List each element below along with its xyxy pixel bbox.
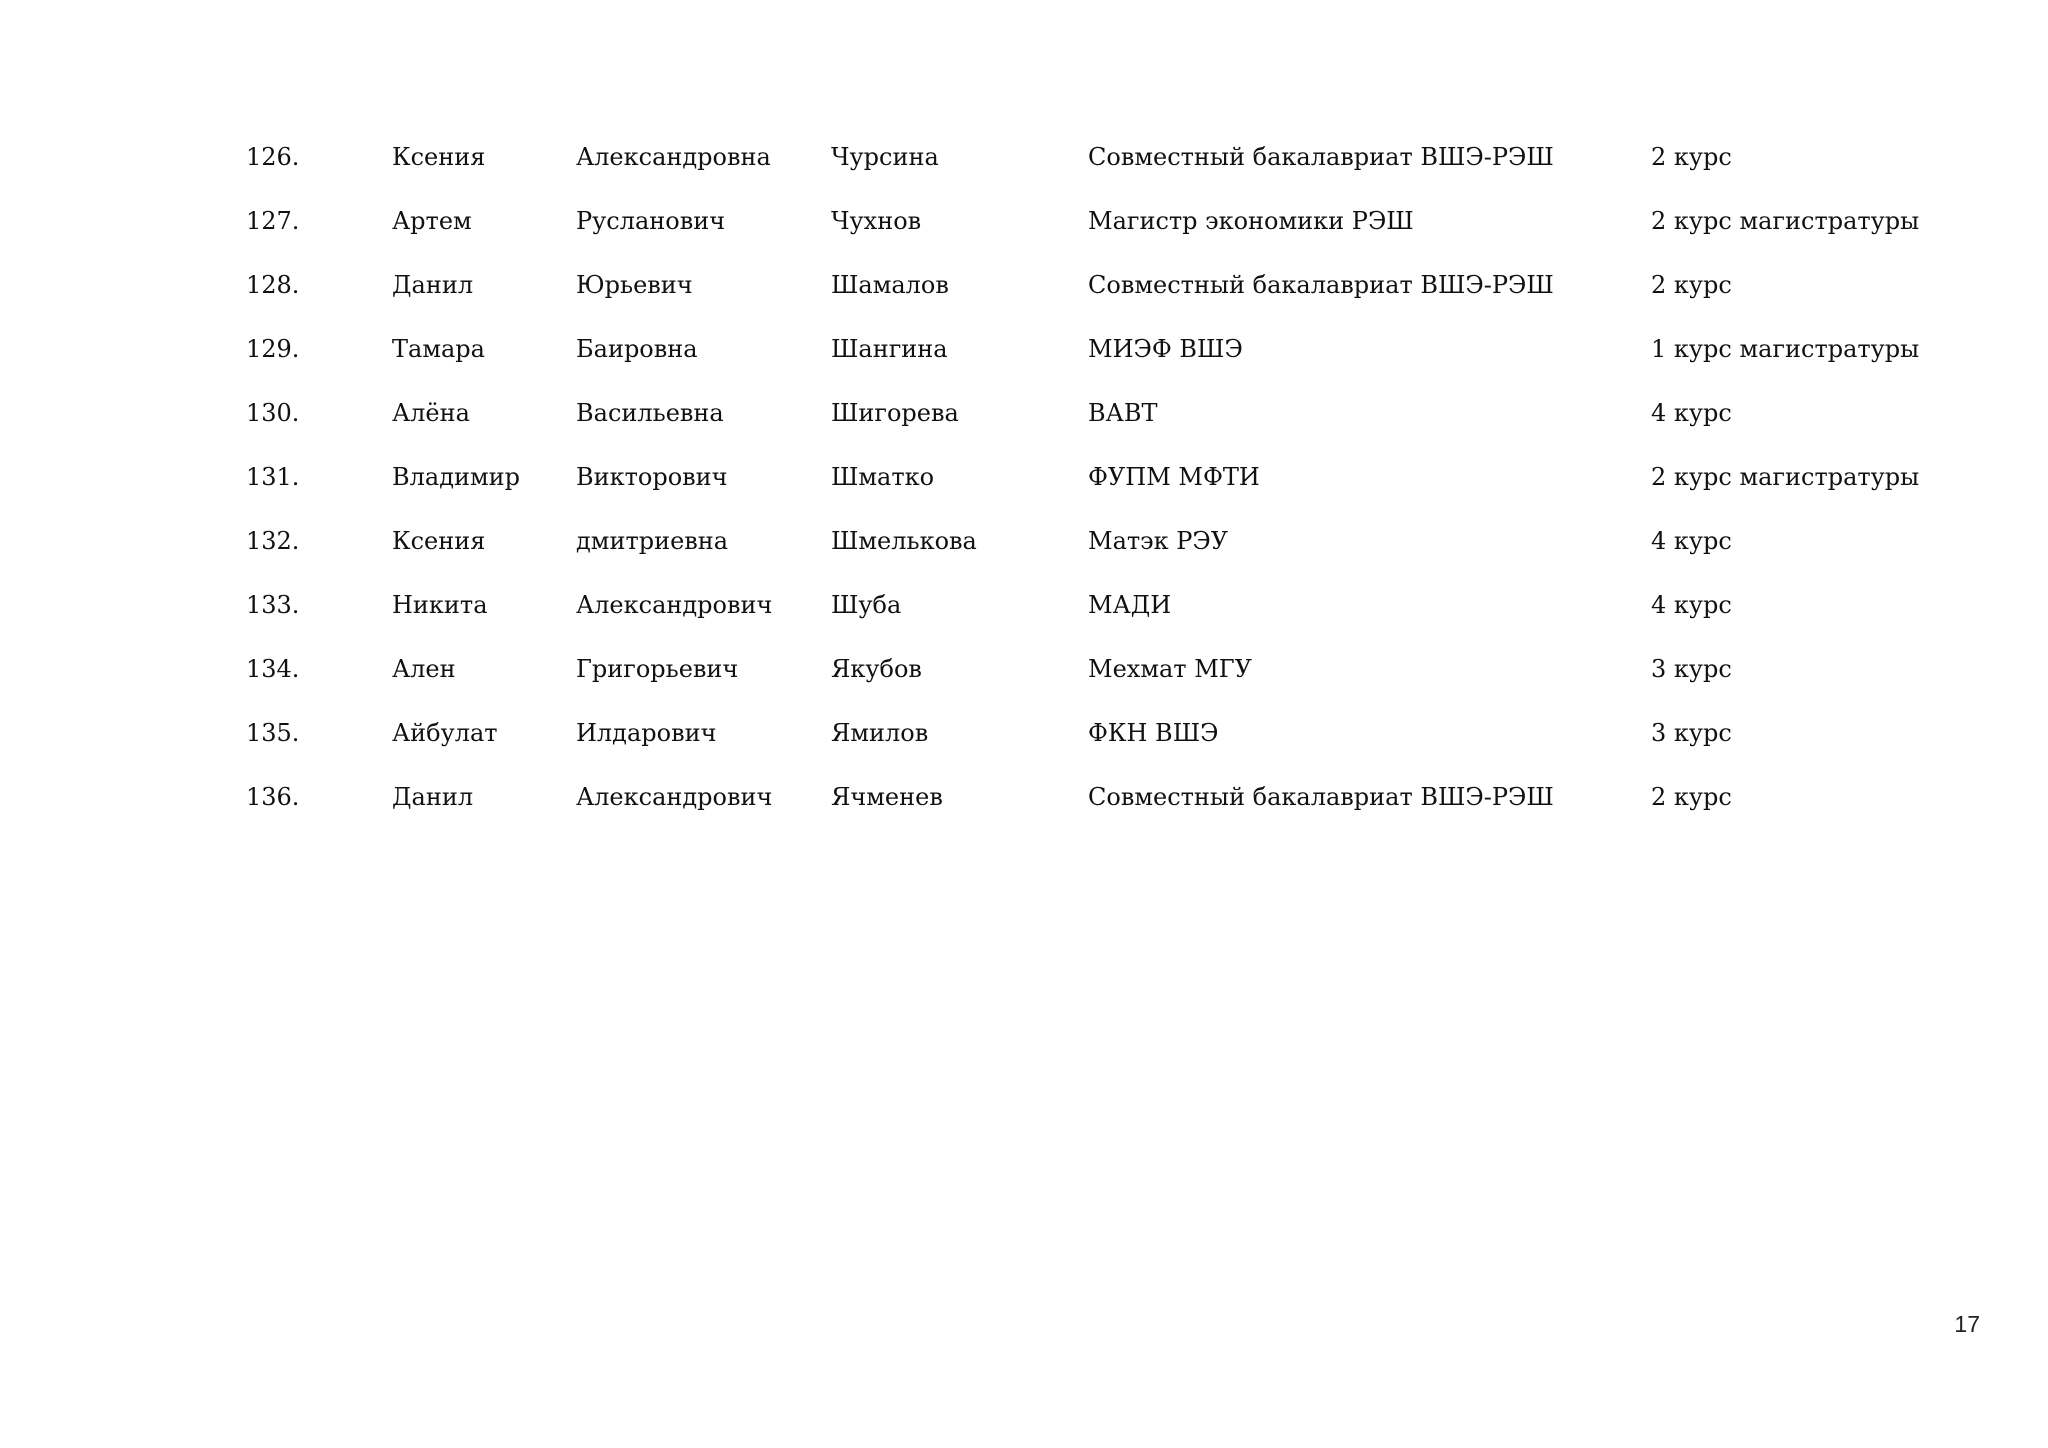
first-name: Ален bbox=[392, 655, 456, 683]
table-row bbox=[0, 649, 2048, 689]
program: Совместный бакалавриат ВШЭ-РЭШ bbox=[1088, 783, 1554, 811]
program: Мехмат МГУ bbox=[1088, 655, 1253, 683]
study-year: 3 курс bbox=[1651, 655, 1732, 683]
patronymic: Григорьевич bbox=[576, 655, 739, 683]
study-year: 4 курс bbox=[1651, 399, 1732, 427]
row-number: 126. bbox=[246, 143, 300, 171]
last-name: Шматко bbox=[831, 463, 935, 491]
program: ФУПМ МФТИ bbox=[1088, 463, 1260, 491]
patronymic: Баировна bbox=[576, 335, 698, 363]
program: МИЭФ ВШЭ bbox=[1088, 335, 1243, 363]
study-year: 4 курс bbox=[1651, 527, 1732, 555]
table-row bbox=[0, 201, 2048, 241]
row-number: 134. bbox=[246, 655, 300, 683]
first-name: Айбулат bbox=[392, 719, 498, 747]
patronymic: Илдарович bbox=[576, 719, 717, 747]
study-year: 2 курс магистратуры bbox=[1651, 463, 1920, 491]
first-name: Никита bbox=[392, 591, 488, 619]
table-row bbox=[0, 329, 2048, 369]
patronymic: Александрович bbox=[576, 591, 773, 619]
table-row bbox=[0, 393, 2048, 433]
program: ФКН ВШЭ bbox=[1088, 719, 1219, 747]
row-number: 128. bbox=[246, 271, 300, 299]
first-name: Ксения bbox=[392, 527, 486, 555]
first-name: Тамара bbox=[392, 335, 485, 363]
last-name: Шигорева bbox=[831, 399, 959, 427]
row-number: 133. bbox=[246, 591, 300, 619]
study-year: 1 курс магистратуры bbox=[1651, 335, 1920, 363]
first-name: Ксения bbox=[392, 143, 486, 171]
row-number: 131. bbox=[246, 463, 300, 491]
program: Совместный бакалавриат ВШЭ-РЭШ bbox=[1088, 143, 1554, 171]
study-year: 2 курс магистратуры bbox=[1651, 207, 1920, 235]
last-name: Якубов bbox=[831, 655, 922, 683]
table-row bbox=[0, 457, 2048, 497]
study-year: 2 курс bbox=[1651, 783, 1732, 811]
row-number: 129. bbox=[246, 335, 300, 363]
study-year: 2 курс bbox=[1651, 143, 1732, 171]
patronymic: Александровна bbox=[576, 143, 771, 171]
program: ВАВТ bbox=[1088, 399, 1158, 427]
table-row bbox=[0, 265, 2048, 305]
last-name: Ямилов bbox=[831, 719, 929, 747]
row-number: 127. bbox=[246, 207, 300, 235]
last-name: Шуба bbox=[831, 591, 902, 619]
row-number: 130. bbox=[246, 399, 300, 427]
row-number: 135. bbox=[246, 719, 300, 747]
program: Совместный бакалавриат ВШЭ-РЭШ bbox=[1088, 271, 1554, 299]
program: Матэк РЭУ bbox=[1088, 527, 1229, 555]
table-row bbox=[0, 521, 2048, 561]
last-name: Шамалов bbox=[831, 271, 949, 299]
table-row bbox=[0, 137, 2048, 177]
patronymic: Васильевна bbox=[576, 399, 724, 427]
patronymic: дмитриевна bbox=[576, 527, 729, 555]
first-name: Владимир bbox=[392, 463, 520, 491]
page-number: 17 bbox=[1954, 1311, 1980, 1337]
study-year: 3 курс bbox=[1651, 719, 1732, 747]
row-number: 136. bbox=[246, 783, 300, 811]
patronymic: Русланович bbox=[576, 207, 726, 235]
table-row bbox=[0, 713, 2048, 753]
first-name: Алёна bbox=[392, 399, 470, 427]
first-name: Данил bbox=[392, 783, 474, 811]
program: Магистр экономики РЭШ bbox=[1088, 207, 1414, 235]
last-name: Ячменев bbox=[831, 783, 943, 811]
last-name: Шмелькова bbox=[831, 527, 977, 555]
patronymic: Юрьевич bbox=[576, 271, 693, 299]
first-name: Данил bbox=[392, 271, 474, 299]
program: МАДИ bbox=[1088, 591, 1172, 619]
first-name: Артем bbox=[392, 207, 472, 235]
study-year: 4 курс bbox=[1651, 591, 1732, 619]
patronymic: Викторович bbox=[576, 463, 728, 491]
patronymic: Александрович bbox=[576, 783, 773, 811]
row-number: 132. bbox=[246, 527, 300, 555]
table-row bbox=[0, 585, 2048, 625]
last-name: Чухнов bbox=[831, 207, 922, 235]
last-name: Чурсина bbox=[831, 143, 939, 171]
study-year: 2 курс bbox=[1651, 271, 1732, 299]
last-name: Шангина bbox=[831, 335, 948, 363]
table-row bbox=[0, 777, 2048, 817]
